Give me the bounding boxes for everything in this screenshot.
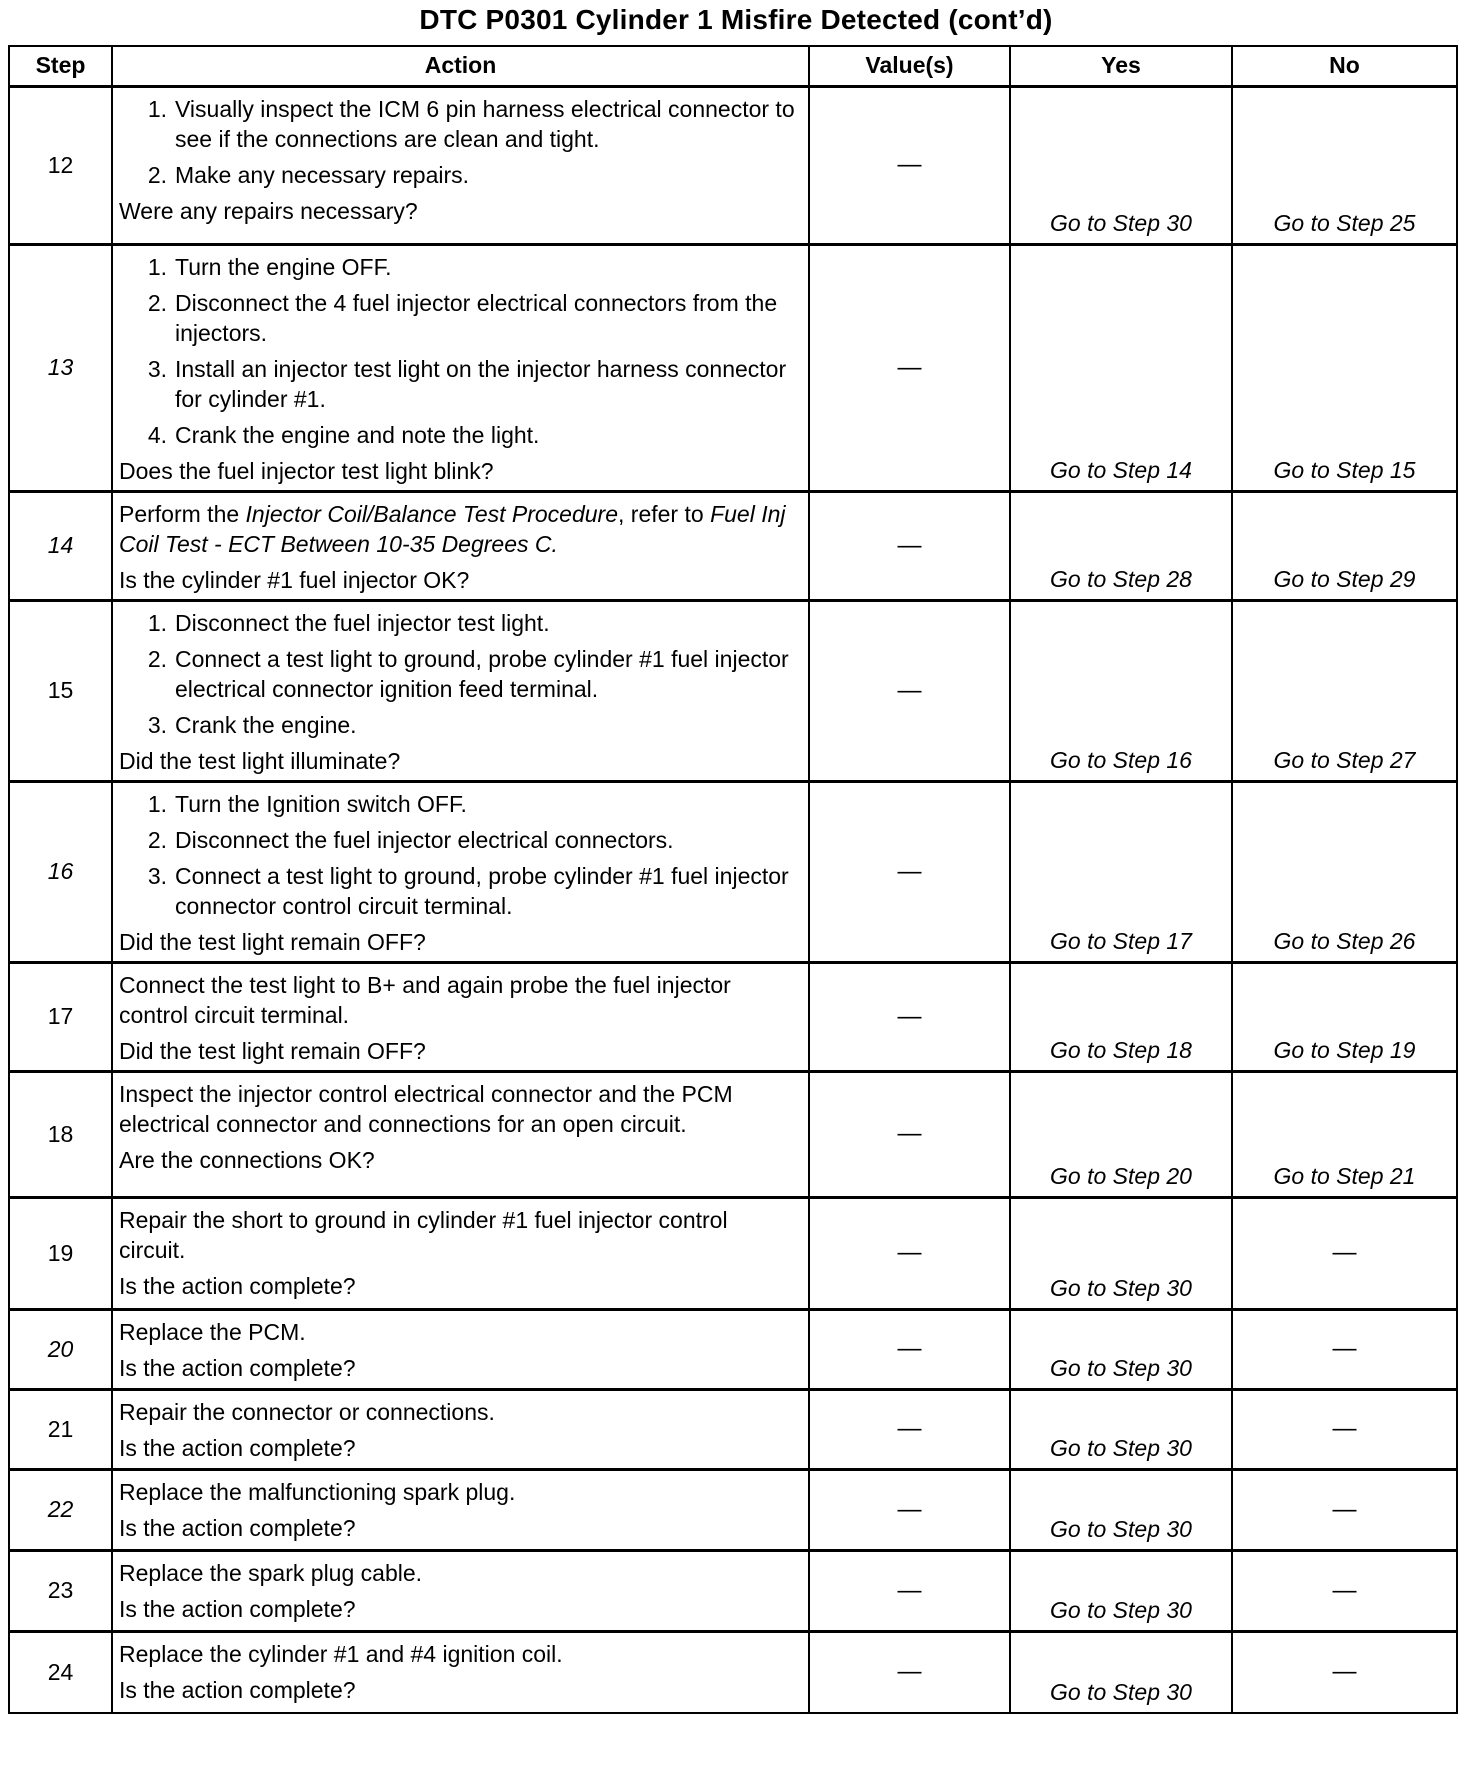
action-text: Connect the test light to B+ and again probe the fuel injector control circuit terminal. (119, 971, 731, 1028)
value-cell: — (809, 1631, 1010, 1713)
value-cell: — (809, 962, 1010, 1071)
action-cell (112, 1631, 809, 1713)
table-row-step-16 (9, 781, 1457, 962)
action-cell (112, 1197, 809, 1309)
table-row-step-14 (9, 491, 1457, 600)
action-item: 2. Connect a test light to ground, probe cylinder #1 fuel injector electrical connector ignition feed terminal. (147, 645, 789, 702)
table-row-step-20 (9, 1309, 1457, 1389)
yes-cell: Go to Step 18 (1010, 962, 1232, 1071)
no-cell: Go to Step 15 (1232, 244, 1457, 491)
action-item: 1. Turn the Ignition switch OFF. (147, 790, 467, 817)
no-cell: Go to Step 21 (1232, 1071, 1457, 1197)
value-cell: — (809, 244, 1010, 491)
yes-cell: Go to Step 17 (1010, 781, 1232, 962)
table-row-step-22 (9, 1469, 1457, 1550)
step-number: 18 (9, 1071, 112, 1197)
header-no: No (1232, 46, 1457, 86)
action-item: 1. Disconnect the fuel injector test light. (147, 609, 550, 636)
action-question: Did the test light illuminate? (119, 747, 401, 774)
value-cell: — (809, 1309, 1010, 1389)
no-cell: — (1232, 1197, 1457, 1309)
action-item: 3. Crank the engine. (147, 711, 357, 738)
step-number: 23 (9, 1550, 112, 1631)
no-cell: Go to Step 19 (1232, 962, 1457, 1071)
action-cell (112, 1309, 809, 1389)
value-cell: — (809, 1389, 1010, 1469)
step-number: 15 (9, 600, 112, 781)
value-cell: — (809, 1071, 1010, 1197)
step-number: 13 (9, 244, 112, 491)
action-cell (112, 962, 809, 1071)
action-cell (112, 600, 809, 781)
table-row-step-21 (9, 1389, 1457, 1469)
action-item: 2. Make any necessary repairs. (147, 161, 470, 188)
action-question: Did the test light remain OFF? (119, 928, 426, 955)
yes-cell: Go to Step 30 (1010, 86, 1232, 244)
step-number: 24 (9, 1631, 112, 1713)
action-cell (112, 1389, 809, 1469)
action-item: 1. Turn the engine OFF. (147, 253, 392, 280)
action-question: Is the action complete? (119, 1514, 356, 1541)
action-cell (112, 1469, 809, 1550)
action-question: Is the action complete? (119, 1272, 356, 1299)
table-row-step-15 (9, 600, 1457, 781)
action-question: Were any repairs necessary? (119, 197, 418, 224)
header-row (9, 46, 1457, 86)
no-cell: Go to Step 26 (1232, 781, 1457, 962)
value-cell: — (809, 1550, 1010, 1631)
table-row-step-13 (9, 244, 1457, 491)
action-text: Replace the malfunctioning spark plug. (119, 1478, 516, 1505)
header-action: Action (112, 46, 809, 86)
action-cell (112, 1550, 809, 1631)
yes-cell: Go to Step 16 (1010, 600, 1232, 781)
no-cell: — (1232, 1550, 1457, 1631)
step-number: 22 (9, 1469, 112, 1550)
no-cell: — (1232, 1309, 1457, 1389)
action-item: 3. Connect a test light to ground, probe cylinder #1 fuel injector connector control circuit terminal. (147, 862, 789, 919)
action-item: 3. Install an injector test light on the injector harness connector for cylinder #1. (147, 355, 787, 412)
table-row-step-23 (9, 1550, 1457, 1631)
action-question: Are the connections OK? (119, 1146, 375, 1173)
action-text: Inspect the injector control electrical connector and the PCM electrical connector and connections for an open circuit. (119, 1080, 733, 1137)
action-question: Is the cylinder #1 fuel injector OK? (119, 566, 470, 593)
yes-cell: Go to Step 20 (1010, 1071, 1232, 1197)
action-cell (112, 781, 809, 962)
action-item: 1. Visually inspect the ICM 6 pin harness electrical connector to see if the connections are clean and tight. (147, 95, 795, 152)
table-row-step-17 (9, 962, 1457, 1071)
value-cell: — (809, 600, 1010, 781)
yes-cell: Go to Step 30 (1010, 1469, 1232, 1550)
yes-cell: Go to Step 30 (1010, 1631, 1232, 1713)
step-number: 19 (9, 1197, 112, 1309)
table-row-step-24 (9, 1631, 1457, 1713)
page-title: DTC P0301 Cylinder 1 Misfire Detected (cont’d) (419, 4, 1053, 35)
value-cell: — (809, 781, 1010, 962)
yes-cell: Go to Step 30 (1010, 1309, 1232, 1389)
action-cell (112, 86, 809, 244)
no-cell: — (1232, 1389, 1457, 1469)
action-text: Replace the PCM. (119, 1318, 306, 1345)
value-cell: — (809, 86, 1010, 244)
no-cell: — (1232, 1631, 1457, 1713)
table-row-step-12 (9, 86, 1457, 244)
header-step: Step (9, 46, 112, 86)
action-item: 2. Disconnect the 4 fuel injector electrical connectors from the injectors. (147, 289, 778, 346)
yes-cell: Go to Step 30 (1010, 1550, 1232, 1631)
action-text: Replace the cylinder #1 and #4 ignition coil. (119, 1640, 563, 1667)
value-cell: — (809, 491, 1010, 600)
table-row-step-19 (9, 1197, 1457, 1309)
no-cell: — (1232, 1469, 1457, 1550)
value-cell: — (809, 1197, 1010, 1309)
yes-cell: Go to Step 14 (1010, 244, 1232, 491)
action-text: Perform the Injector Coil/Balance Test Procedure, refer to Fuel Inj Coil Test - ECT Between 10-35 Degrees C. (119, 500, 786, 557)
step-number: 20 (9, 1309, 112, 1389)
step-number: 16 (9, 781, 112, 962)
action-text: Replace the spark plug cable. (119, 1559, 423, 1586)
diagnostic-table (8, 45, 1458, 1714)
step-number: 14 (9, 491, 112, 600)
no-cell: Go to Step 27 (1232, 600, 1457, 781)
no-cell: Go to Step 29 (1232, 491, 1457, 600)
action-question: Did the test light remain OFF? (119, 1037, 426, 1064)
action-item: 4. Crank the engine and note the light. (147, 421, 540, 448)
action-text: Repair the short to ground in cylinder #1 fuel injector control circuit. (119, 1206, 728, 1263)
yes-cell: Go to Step 28 (1010, 491, 1232, 600)
header-values: Value(s) (809, 46, 1010, 86)
step-number: 17 (9, 962, 112, 1071)
action-question: Is the action complete? (119, 1354, 356, 1381)
header-yes: Yes (1010, 46, 1232, 86)
yes-cell: Go to Step 30 (1010, 1389, 1232, 1469)
action-item: 2. Disconnect the fuel injector electrical connectors. (147, 826, 674, 853)
no-cell: Go to Step 25 (1232, 86, 1457, 244)
action-cell (112, 491, 809, 600)
yes-cell: Go to Step 30 (1010, 1197, 1232, 1309)
action-text: Repair the connector or connections. (119, 1398, 495, 1425)
action-question: Is the action complete? (119, 1434, 356, 1461)
action-question: Is the action complete? (119, 1595, 356, 1622)
action-cell (112, 244, 809, 491)
table-row-step-18 (9, 1071, 1457, 1197)
action-question: Is the action complete? (119, 1676, 356, 1703)
action-question: Does the fuel injector test light blink? (119, 457, 494, 484)
action-cell (112, 1071, 809, 1197)
step-number: 12 (9, 86, 112, 244)
value-cell: — (809, 1469, 1010, 1550)
step-number: 21 (9, 1389, 112, 1469)
